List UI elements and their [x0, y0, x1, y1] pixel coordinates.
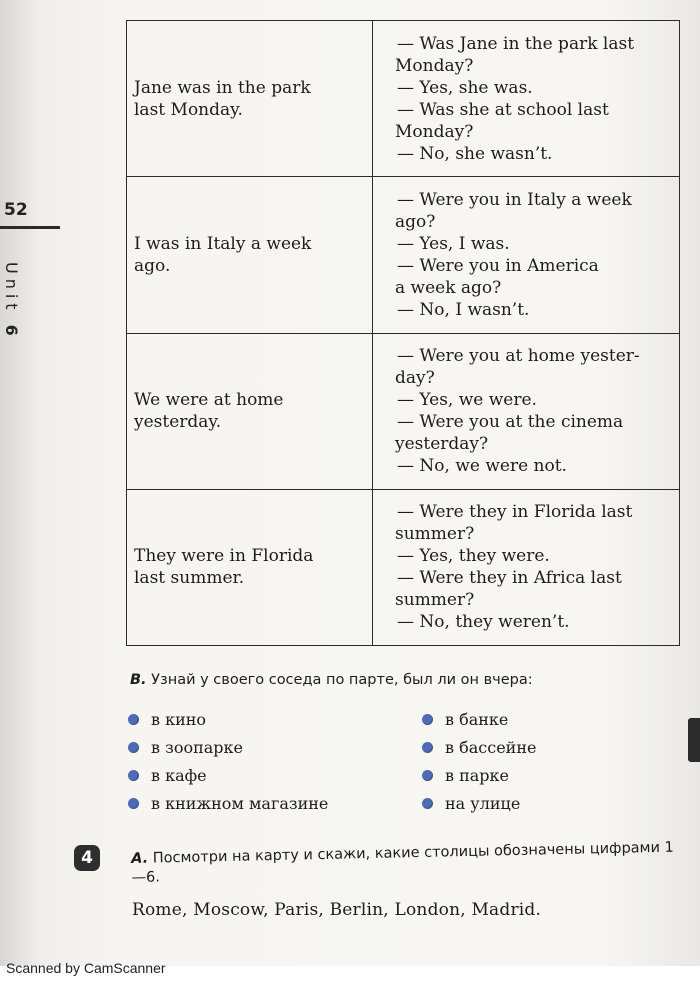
dialogue-line: a week ago?	[395, 277, 502, 298]
place-label: на улице	[445, 794, 521, 813]
dialogue-line: — Were they in Florida last	[397, 502, 633, 523]
list-item	[128, 734, 243, 762]
statement-cell	[127, 21, 373, 177]
bullet-icon	[422, 798, 433, 809]
statement-line: last Monday.	[134, 99, 243, 120]
place-label: в кафе	[151, 766, 207, 785]
statement-cell	[127, 333, 373, 489]
task-b-instruction	[130, 672, 533, 688]
place-label: в парке	[445, 766, 510, 785]
dialogue-cell	[373, 333, 680, 489]
table-row	[127, 489, 680, 645]
dialogue-line: — Was she at school last	[397, 99, 609, 120]
dialogue-line: — Yes, we were.	[397, 390, 537, 411]
dialogue-line: — Were you at home yester-	[397, 346, 640, 367]
dialogue-line: — Were they in Africa last	[397, 568, 622, 589]
list-item	[128, 790, 328, 818]
dialogue-line: — Yes, they were.	[397, 546, 550, 567]
table-row	[127, 21, 680, 177]
dialogue-line: — Were you in Italy a week	[397, 189, 632, 210]
capitals-list: Rome, Moscow, Paris, Berlin, London, Madrid.	[132, 900, 542, 920]
place-label: в банке	[445, 710, 509, 729]
bullet-icon	[128, 770, 139, 781]
place-label: в кино	[151, 710, 207, 729]
dialogue-line: — No, we were not.	[397, 456, 567, 477]
page-number: 52	[4, 200, 28, 220]
dialogue-line: summer?	[395, 590, 475, 611]
exercise-4-letter: A.	[131, 850, 149, 867]
dialogue-line: — Was Jane in the park last	[397, 33, 635, 54]
statement-cell	[127, 489, 373, 645]
dialogue-line: — No, I wasn’t.	[397, 299, 530, 320]
dialogue-cell	[373, 21, 680, 177]
dialogue-cell	[373, 489, 680, 645]
page-edge-tab	[688, 718, 700, 762]
exercise-4-text: Посмотри на карту и скажи, какие столицы обозначены цифрами 1—6.	[131, 839, 674, 886]
statement-line: I was in Italy a week	[134, 233, 312, 254]
bullet-icon	[128, 798, 139, 809]
dialogue-line: day?	[395, 368, 435, 389]
page-number-rule	[0, 226, 60, 229]
dialogue-line: — Were you in America	[397, 255, 599, 276]
scanner-watermark: Scanned by CamScanner	[6, 960, 166, 976]
statement-line: They were in Florida	[134, 546, 314, 567]
bullet-icon	[128, 742, 139, 753]
statement-line: yesterday.	[134, 412, 222, 433]
dialogue-line: Monday?	[395, 121, 474, 142]
list-item	[128, 762, 207, 790]
dialogue-line: — Yes, she was.	[397, 77, 533, 98]
unit-word: Unit	[2, 262, 21, 315]
bullet-icon	[422, 714, 433, 725]
list-item	[422, 706, 508, 734]
statement-cell	[127, 177, 373, 333]
unit-label	[2, 262, 21, 341]
dialogue-line: summer?	[395, 524, 475, 545]
dialogue-line: — No, they weren’t.	[397, 612, 570, 633]
bullet-icon	[422, 770, 433, 781]
dialogue-line: ago?	[395, 211, 436, 232]
grammar-table	[126, 20, 680, 646]
dialogue-line: — No, she wasn’t.	[397, 143, 553, 164]
task-b-text: Узнай у своего соседа по парте, был ли он вчера:	[151, 672, 533, 688]
dialogue-line: Monday?	[395, 55, 474, 76]
table-row	[127, 177, 680, 333]
exercise-number-badge: 4	[74, 845, 100, 871]
unit-number: 6	[2, 324, 21, 341]
place-label: в зоопарке	[151, 738, 243, 757]
statement-line: ago.	[134, 255, 171, 276]
dialogue-line: — Were you at the cinema	[397, 412, 624, 433]
statement-line: We were at home	[134, 390, 284, 411]
table-row	[127, 333, 680, 489]
dialogue-line: — Yes, I was.	[397, 233, 510, 254]
list-item	[422, 734, 536, 762]
list-item	[128, 706, 206, 734]
bullet-icon	[128, 714, 139, 725]
dialogue-line: yesterday?	[395, 434, 489, 455]
statement-line: last summer.	[134, 568, 245, 589]
place-label: в книжном магазине	[151, 794, 329, 813]
statement-line: Jane was in the park	[134, 77, 311, 98]
dialogue-cell	[373, 177, 680, 333]
task-b-letter: B.	[130, 672, 147, 688]
bullet-icon	[422, 742, 433, 753]
place-label: в бассейне	[445, 738, 537, 757]
places-list	[126, 706, 666, 818]
list-item	[422, 762, 509, 790]
list-item	[422, 790, 520, 818]
